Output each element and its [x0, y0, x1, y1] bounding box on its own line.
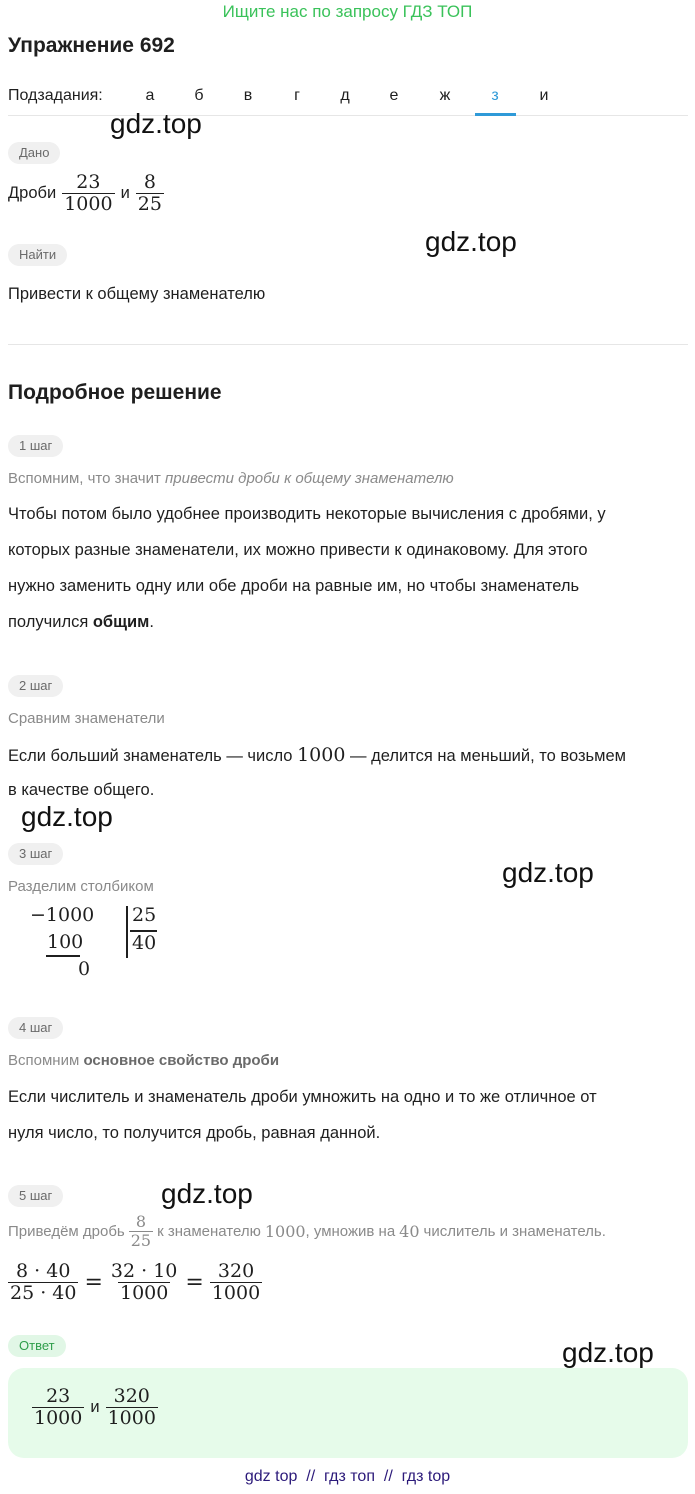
equation-fraction-3 [210, 1261, 262, 1304]
watermark: gdz.top [425, 226, 517, 257]
answer-conjunction: и [90, 1397, 100, 1416]
step-2-badge: 2 шаг [8, 675, 63, 697]
equals-sign-2: = [185, 1269, 204, 1295]
active-tab-indicator [475, 113, 516, 116]
equation-fraction-1-denominator: 25 · 40 [10, 1281, 77, 1304]
page-title: Упражнение 692 [8, 34, 175, 57]
tab-subtask-v[interactable]: в [243, 87, 253, 104]
division-remainder: 0 [78, 958, 91, 980]
step-1-badge: 1 шаг [8, 435, 63, 457]
given-prefix: Дроби [8, 183, 57, 202]
division-quotient: 40 [132, 932, 157, 954]
solution-title: Подробное решение [8, 381, 222, 404]
step-5-hint-fraction-numerator: 8 [135, 1212, 146, 1231]
tab-subtask-a[interactable]: а [145, 87, 155, 104]
equation-fraction-2-numerator: 32 · 10 [110, 1260, 178, 1282]
step-2-line-1-a: Если больший знаменатель — число [8, 747, 298, 765]
step-4-badge: 4 шаг [8, 1017, 63, 1039]
step-1-hint-italic: привести дроби к общему знаменателю [165, 470, 454, 487]
step-1-hint [8, 470, 454, 487]
step-2-line-2: в качестве общего. [8, 781, 155, 799]
equation-fraction-1-numerator: 8 · 40 [16, 1260, 71, 1282]
step-1-line-4-end: . [149, 613, 154, 631]
given-fraction-2-numerator: 8 [143, 171, 156, 193]
answer-fraction-1-denominator: 1000 [34, 1406, 83, 1429]
given-fraction-2-denominator: 25 [137, 192, 162, 215]
subtasks-label: Подзадания: [8, 87, 103, 104]
tab-subtask-e[interactable]: е [389, 87, 399, 104]
tab-subtask-g[interactable]: г [294, 87, 300, 104]
step-4-line-1: Если числитель и знаменатель дроби умножить на одно и то же отличное от [8, 1088, 597, 1106]
tab-subtask-z[interactable]: з [491, 87, 499, 104]
given-conjunction: и [120, 183, 130, 202]
step-1-line-1: Чтобы потом было удобнее производить некоторые вычисления с дробями, у [8, 505, 606, 523]
step-1-line-4-text: получился [8, 613, 93, 631]
equation-fraction-1 [8, 1261, 78, 1304]
step-5-hint-number-1000: 1000 [264, 1221, 306, 1241]
watermark: gdz.top [562, 1337, 654, 1368]
long-division [8, 902, 208, 982]
step-2-hint: Сравним знаменатели [8, 710, 165, 727]
tab-subtask-b[interactable]: б [194, 87, 204, 104]
given-fraction-1 [62, 172, 114, 215]
step-5-hint-c: , умножив на [305, 1222, 396, 1240]
division-dividend: −1000 [30, 904, 95, 926]
watermark: gdz.top [502, 857, 594, 888]
equation-fraction-2-denominator: 1000 [119, 1281, 169, 1304]
answer-fraction-2 [106, 1386, 158, 1429]
step-5-hint-number-40: 40 [399, 1221, 420, 1241]
step-3-hint: Разделим столбиком [8, 878, 154, 895]
step-2-line-1 [8, 744, 626, 766]
step-3-badge: 3 шаг [8, 843, 63, 865]
step-1-hint-text: Вспомним, что значит [8, 470, 166, 487]
answer-fraction-1-numerator: 23 [46, 1385, 71, 1407]
equation-fraction-3-denominator: 1000 [211, 1281, 261, 1304]
step-5-badge: 5 шаг [8, 1185, 63, 1207]
watermark: gdz.top [110, 108, 202, 139]
watermark: gdz.top [21, 801, 113, 832]
division-subtrahend: 100 [47, 931, 84, 953]
division-divisor: 25 [132, 904, 157, 926]
equation-fraction-3-numerator: 320 [217, 1260, 255, 1282]
step-1-line-3: нужно заменить одну или обе дроби на равные им, но чтобы знаменатель [8, 577, 580, 595]
step-1-line-4-bold: общим [92, 613, 150, 631]
step-4-hint-text: Вспомним [8, 1052, 84, 1069]
find-badge: Найти [8, 244, 67, 266]
step-1-line-4 [8, 613, 154, 632]
search-banner: Ищите нас по запросу ГДЗ ТОП [222, 2, 473, 21]
step-5-hint-d: числитель и знаменатель. [423, 1222, 606, 1240]
step-5-hint-fraction-denominator: 25 [130, 1230, 152, 1250]
footer-links[interactable]: gdz top // гдз топ // гдз top [244, 1468, 451, 1485]
given-fraction-1-denominator: 1000 [64, 192, 113, 215]
given-fraction-1-numerator: 23 [76, 171, 101, 193]
equation-fraction-2 [109, 1261, 179, 1304]
equals-sign-1: = [84, 1269, 103, 1295]
step-5-hint-a: Приведём дробь [8, 1222, 125, 1240]
division-subtraction-line [46, 955, 80, 957]
given-fraction-2 [136, 172, 164, 215]
tab-subtask-zh[interactable]: ж [439, 87, 451, 104]
step-5-hint-fraction [129, 1213, 153, 1249]
step-2-line-1-b: — делится на меньший, то возьмем [345, 747, 627, 765]
tab-subtask-i[interactable]: и [539, 87, 549, 104]
step-5-hint [8, 1213, 606, 1249]
step-4-line-2: нуля число, то получится дробь, равная данной. [8, 1124, 381, 1142]
step-4-hint-bold: основное свойство дроби [83, 1052, 280, 1069]
step-1-line-2: которых разные знаменатели, их можно привести к одинаковому. Для этого [8, 541, 588, 559]
find-text: Привести к общему знаменателю [8, 285, 266, 303]
section-divider [8, 344, 688, 345]
watermark: gdz.top [161, 1178, 253, 1209]
answer-fractions [32, 1386, 158, 1429]
step-5-equation [8, 1261, 262, 1304]
answer-fraction-1 [32, 1386, 84, 1429]
division-vertical-line [126, 906, 128, 958]
tab-subtask-d[interactable]: д [340, 87, 350, 104]
answer-fraction-2-denominator: 1000 [107, 1406, 156, 1429]
step-5-hint-b: к знаменателю [157, 1222, 261, 1240]
answer-fraction-2-numerator: 320 [113, 1385, 150, 1407]
given-badge: Дано [8, 142, 60, 164]
step-4-hint [8, 1052, 279, 1069]
given-fractions [8, 172, 164, 215]
answer-badge: Ответ [8, 1335, 66, 1357]
step-2-number: 1000 [297, 744, 346, 766]
